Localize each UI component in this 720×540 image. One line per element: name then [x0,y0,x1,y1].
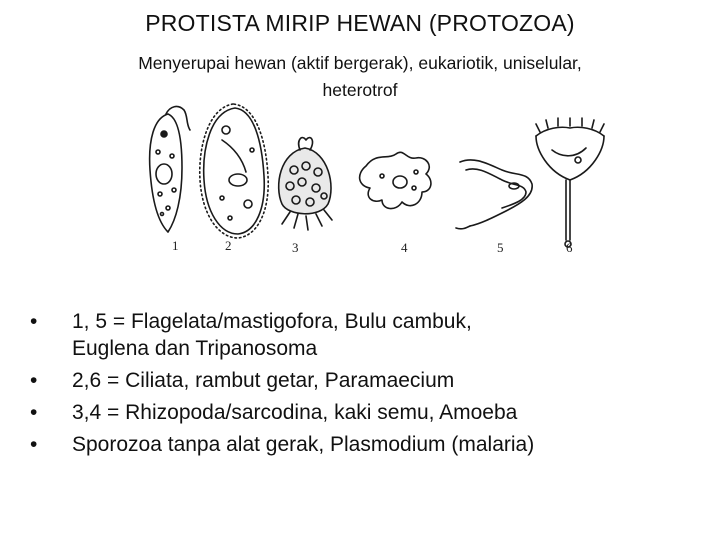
bullet-item-ciliata [30,367,700,394]
vorticella-drawing [536,118,604,247]
euglena-drawing [150,107,190,232]
subtitle-line-1: Menyerupai hewan (aktif bergerak), eukariotik, uniselular, [138,53,582,73]
protozoa-illustration [130,100,610,265]
figure-label-1: 1 [172,238,179,253]
bullet-item-sporozoa [30,431,700,458]
slide-subtitle [60,50,660,104]
arcella-drawing [279,138,332,230]
slide-title: PROTISTA MIRIP HEWAN (PROTOZOA) [145,10,575,36]
bullet-dot: • [30,369,38,392]
bullet-text: 3,4 = Rhizopoda/sarcodina, kaki semu, Amoeba [72,401,518,424]
bullet-text: 2,6 = Ciliata, rambut getar, Paramaecium [72,369,455,392]
trypanosoma-drawing [456,160,532,229]
protozoa-figure [130,100,610,265]
bullet-dot: • [30,401,38,424]
figure-label-5: 5 [497,240,504,255]
bullet-text-line-2: Euglena dan Tripanosoma [72,337,318,360]
bullet-dot: • [30,310,38,333]
figure-label-6: 6 [566,240,573,255]
paramecium-drawing [200,104,268,238]
bullet-list [30,308,700,463]
bullet-text-line-1: 1, 5 = Flagelata/mastigofora, Bulu cambuk, [72,310,472,333]
subtitle-line-2: heterotrof [322,80,398,100]
figure-label-2: 2 [225,238,232,253]
figure-label-3: 3 [292,240,299,255]
bullet-dot: • [30,433,38,456]
bullet-item-rhizopoda [30,399,700,426]
bullet-text: Sporozoa tanpa alat gerak, Plasmodium (malaria) [72,433,535,456]
amoeba-drawing [360,152,431,208]
bullet-item-flagelata [30,308,700,362]
figure-label-4: 4 [401,240,408,255]
